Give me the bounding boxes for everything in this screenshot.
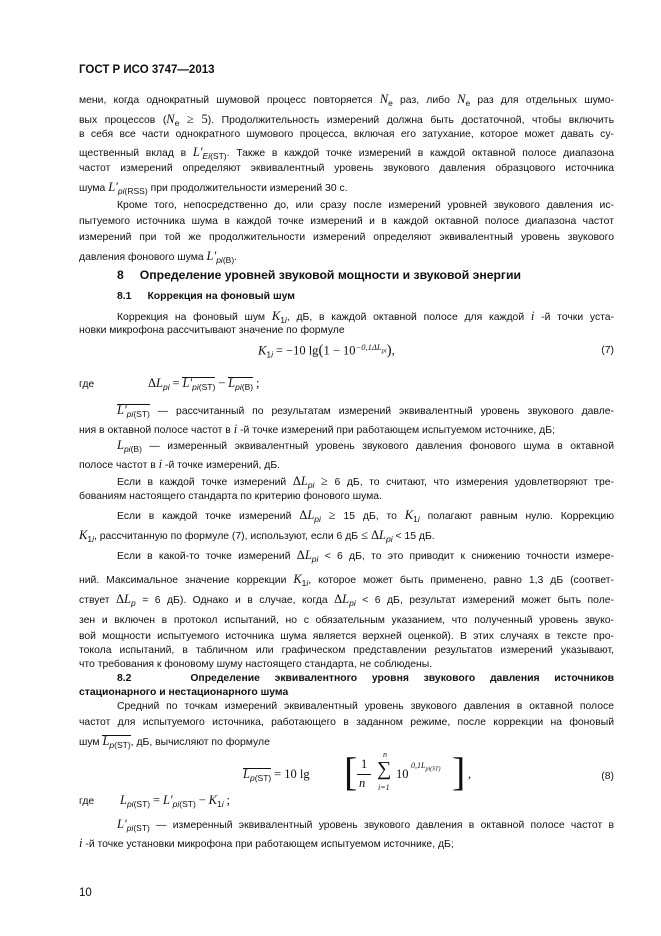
document-page: ГОСТ Р ИСО 3747—2013 мени, когда однократный шумовой процесс повторяется $N_e$ раз, либо $N_e$ раз для отдельных шумо- вых процессов $(N_e \ge 5)$. Продолжительность измерений должна быть достаточной, чтобы включить в себя все части однократного шумового процесса, включая его затухание, которое может давать су- щественный вклад в $L'_{Ei(ST)}$. Также в каждой точке измерений в каждой октавной полосе диапазона частот измерений определяют эквивалентный уровень звукового давления образцового источника шума $L'_{pi(RSS)}$ при продолжительности измерений 30 с. Кроме того, непосредственно до, или сразу после измерений уровней звукового давления ис- пытуемого источника шума в каждой точке измерений и в каждой октавной полосе диапазона частот измерений при той же продолжительности измерений определяют эквивалентный уровень звукового давления фонового шума $L'_{pi(B)}$. 8 Определение уровней звуковой мощности и звуковой энергии 8.1 Коррекция на фоновый шум Коррекция на фоновый шум $K_{1i}$, дБ, в каждой октавной полосе для каждой i -й точки уста- новки микрофона рассчитывают значение по формуле $K_{1i} = -10$ $\lg(1 - 10^{-0,1\Delta L_{pi}})$, (7) где $\Delta L_{pi} = L'_{pi(ST)} - L_{pi(B)}$ ; $L'_{pi(ST)}$ — рассчитанный по результатам измерений эквивалентный уровень звукового давле- ния в октавной полосе частот в i -й точке измерений при работающем испытуемом источнике, дБ; $L_{pi(B)}$ — измеренный эквивалентный уровень звукового давления фонового шума в октавной полосе частот в i -й точке измерений, дБ. Если в каждой точке измерений $\Delta L_{pi} \ge 6$ дБ, то считают, что измерения удовлетворяют тре- бованиям настоящего стандарта по критерию фонового шума. Если в каждой точке измерений $\Delta L_{pi} \ge 15$ дБ, то $K_{1i}$ полагают равным нулю. Коррекцию $K_{1i}$, рассчитанную по формуле (7), используют, если 6 дБ ≤ $\Delta L_{pi} < 15$ дБ. Если в какой-то точке измерений $\Delta L_{pi} < 6$ дБ, то это приводит к снижению точности измере- ний. Максимальное значение коррекции $K_{1i}$, которое может быть применено, равно 1,3 дБ (соответ- ствует $\Delta L_p = 6$ дБ). Однако и в случае, когда $\Delta L_{pi} < 6$ дБ, результат измерений может быть поле- зен и включен в протокол испытаний, но с обязательным указанием, что полученный уровень звуко- вой мощности испытуемого источника шума является верхней оценкой). В этих случаях в тексте про- токола испытаний, в табличном или графическом представлении результатов измерений указывают, что требования к фоновому шуму настоящего стандарта, не соблюдены. 8.2 Определение эквивалентного уровня звукового давления источников стационарного и нестационарного шума Средний по точкам измерений эквивалентный уровень звукового давления в октавной полосе частот для испытуемого источника, работающего в заданном режиме, после коррекции на фоновый шум $L_{p(ST)}$, дБ, вычисляют по формуле $L_{p(ST)} = 10$ lg [ 1 n n ∑ i=1 10 $0,1L_{pi(ST)}$ ] , (8) где $L_{pi(ST)} = L'_{pi(ST)} - K_{1i}$ ; $L'_{pi(ST)}$ — измеренный эквивалентный уровень звукового давления в октавной полосе частот в i -й точке установки микрофона при работающем испытуемом источнике, дБ; 10 [79,64,615,899]
definition-line: $L'_{pi(ST)}$ — рассчитанный по результатам измерений эквивалентный уровень звукового давле- [117,403,615,419]
definition-formula: $\Delta L_{pi} = L'_{pi(ST)} - L_{pi(B)}$ ; [148,376,260,392]
where-line: где [79,379,95,390]
paragraph-line: Средний по точкам измерений эквивалентный уровень звукового давления в октавной полосе [117,701,614,712]
subsection-heading-cont: стационарного и нестационарного шума [79,687,289,698]
paragraph-line: в себя все части однократного шумового процесса, включая его затухание, которое может давать су- [79,129,614,140]
paragraph-line: шум $L_{p(ST)}$, дБ, вычисляют по формуле [79,734,270,750]
paragraph-line: пытуемого источника шума в каждой точке измерений и в каждой октавной полосе диапазона частот [79,216,614,227]
paragraph-line: токола испытаний, в табличном или графическом представлении результатов измерений указывают, [79,645,614,656]
subsection-heading: 8.2 Определение эквивалентного уровня звукового давления источников [117,673,614,684]
paragraph-line: зен и включен в протокол испытаний, но с обязательным указанием, что полученный уровень звуко- [79,615,614,626]
document-header: ГОСТ Р ИСО 3747—2013 [79,64,215,76]
paragraph-line: частот для испытуемого источника, работающего в заданном режиме, после коррекции на фоновый [79,717,614,728]
paragraph-line: Кроме того, непосредственно до, или сразу после измерений уровней звукового давления ис- [117,200,614,211]
paragraph-line: мени, когда однократный шумовой процесс повторяется $N_e$ раз, либо $N_e$ раз для отдельных шумо- [79,92,615,108]
definition-line: i -й точке установки микрофона при работающем испытуемом источнике, дБ; [79,836,454,850]
paragraph-line: щественный вклад в $L'_{Ei(ST)}$. Также в каждой точке измерений в каждой октавной полосе диапазона [79,145,614,161]
definition-line: полосе частот в i -й точке измерений, дБ. [79,457,281,471]
paragraph-line: новки микрофона рассчитывают значение по формуле [79,325,345,336]
paragraph-line: $K_{1i}$, рассчитанную по формуле (7), используют, если 6 дБ ≤ $\Delta L_{pi} < 15$ дБ. [79,528,435,544]
paragraph-line: давления фонового шума $L'_{pi(B)}$. [79,249,238,265]
paragraph-line: бованиям настоящего стандарта по критерию фонового шума. [79,491,382,502]
paragraph-line: частот измерений определяют эквивалентный уровень звукового давления образцового источника [79,163,614,174]
equation-number: (8) [601,771,614,782]
definition-line: $L_{pi(B)}$ — измеренный эквивалентный уровень звукового давления фонового шума в октавной [117,438,614,454]
paragraph-line: ний. Максимальное значение коррекции $K_{1i}$, которое может быть применено, равно 1,3 дБ (соответ- [79,572,614,588]
paragraph-line: Коррекция на фоновый шум $K_{1i}$, дБ, в каждой октавной полосе для каждой i -й точки уста- [117,309,615,325]
paragraph-line: шума $L'_{pi(RSS)}$ при продолжительности измерений 30 с. [79,180,348,196]
subsection-heading: 8.1 Коррекция на фоновый шум [117,291,295,302]
paragraph-line: ствует $\Delta L_p = 6$ дБ). Однако и в случае, когда $\Delta L_{pi} < 6$ дБ, результат измерений может быть поле- [79,592,615,608]
equation-7: $K_{1i} = -10$ $\lg(1 - 10^{-0,1\Delta L_{pi}})$, [258,342,395,360]
paragraph-line: Если в какой-то точке измерений $\Delta L_{pi} < 6$ дБ, то это приводит к снижению точности измере- [117,548,615,564]
definition-line: $L'_{pi(ST)}$ — измеренный эквивалентный уровень звукового давления в октавной полосе частот в [117,817,614,833]
page-number: 10 [79,887,92,899]
paragraph-line: что требования к фоновому шуму настоящего стандарта, не соблюдены. [79,659,433,670]
paragraph-line: Если в каждой точке измерений $\Delta L_{pi} \ge 15$ дБ, то $K_{1i}$ полагают равным нулю. Коррекцию [117,508,615,524]
paragraph-line: Если в каждой точке измерений $\Delta L_{pi} \ge 6$ дБ, то считают, что измерения удовлетворяют тре- [117,474,615,490]
section-heading: 8 Определение уровней звуковой мощности и звуковой энергии [117,268,521,282]
paragraph-line: измерений при той же продолжительности измерений определяют эквивалентный уровень звукового [79,232,614,243]
definition-line: ния в октавной полосе частот в i -й точке измерений при работающем испытуемом источнике, дБ; [79,422,555,436]
paragraph-line: вых процессов $(N_e \ge 5)$. Продолжительность измерений должна быть достаточной, чтобы включить [79,112,614,128]
equation-number: (7) [601,345,614,356]
where-line: где [79,796,95,807]
paragraph-line: вой мощности испытуемого источника шума является верхней оценкой). В этих случаях в тексте про- [79,631,614,642]
definition-formula: $L_{pi(ST)} = L'_{pi(ST)} - K_{1i}$ ; [120,793,230,809]
